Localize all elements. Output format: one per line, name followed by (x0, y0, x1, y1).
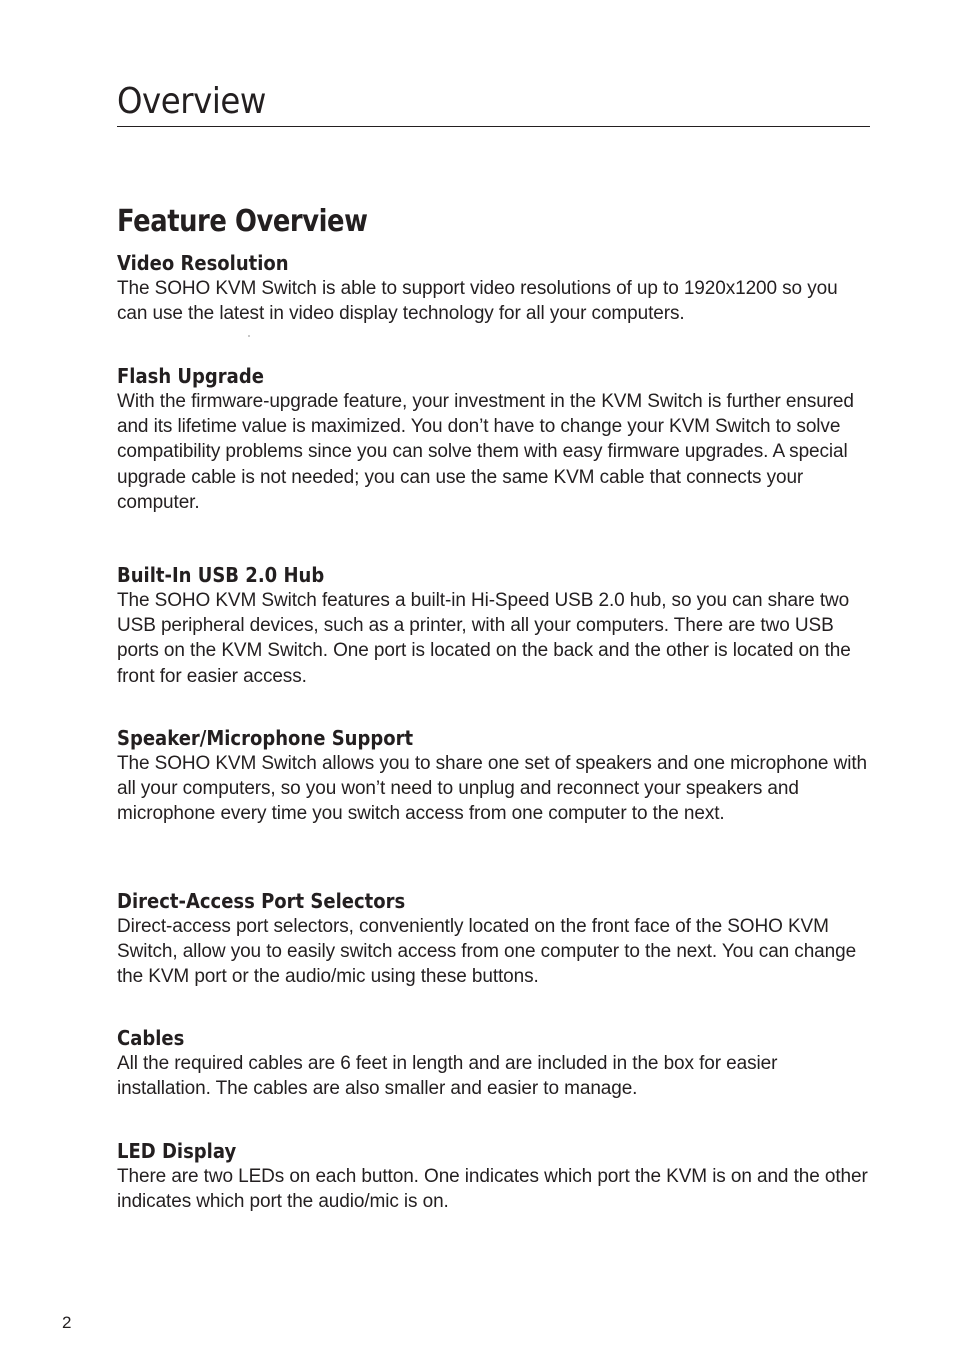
scan-speck (248, 335, 250, 337)
feature-speaker-microphone (117, 725, 877, 827)
feature-video-resolution (117, 250, 877, 326)
page-number: 2 (62, 1313, 72, 1332)
title-divider (117, 126, 870, 127)
feature-body: All the required cables are 6 feet in length and are included in the box for easier installation. The cables are also smaller and easier to manage. (117, 1053, 778, 1100)
page-title: Overview (117, 81, 266, 122)
feature-body: The SOHO KVM Switch features a built-in Hi-Speed USB 2.0 hub, so you can share two USB peripheral devices, such as a printer, with all your computers. There are two USB ports on the KVM Switch. One port is located on the back and the other is located on the front for easier access. (117, 590, 851, 687)
feature-heading: Video Resolution (117, 251, 289, 275)
feature-body: The SOHO KVM Switch is able to support video resolutions of up to 1920x1200 so you can use the latest in video display technology for all your computers. (117, 278, 838, 325)
feature-body: The SOHO KVM Switch allows you to share one set of speakers and one microphone with all your computers, so you won’t need to unplug and reconnect your speakers and microphone every time you switch access from one computer to the next. (117, 753, 867, 825)
feature-heading: Direct-Access Port Selectors (117, 889, 406, 913)
feature-body: With the firmware-upgrade feature, your investment in the KVM Switch is further ensured and its lifetime value is maximized. You don’t have to change your KVM Switch to solve compatibility problems since you can solve them with easy firmware upgrades. A special upgrade cable is not needed; you can use the same KVM cable that connects your computer. (117, 391, 854, 513)
feature-heading: Flash Upgrade (117, 364, 264, 388)
feature-body: Direct-access port selectors, conveniently located on the front face of the SOHO KVM Switch, allow you to easily switch access from one computer to the next. You can change the KVM port or the audio/mic using these buttons. (117, 916, 857, 988)
feature-heading: LED Display (117, 1139, 237, 1163)
feature-heading: Cables (117, 1026, 185, 1050)
feature-heading: Built-In USB 2.0 Hub (117, 563, 325, 587)
feature-heading: Speaker/Microphone Support (117, 726, 414, 750)
feature-port-selectors (117, 888, 877, 990)
feature-led-display (117, 1138, 877, 1214)
feature-usb-hub (117, 562, 877, 689)
feature-cables (117, 1025, 877, 1101)
section-title: Feature Overview (117, 204, 368, 239)
feature-flash-upgrade (117, 363, 877, 515)
feature-body: There are two LEDs on each button. One indicates which port the KVM is on and the other indicates which port the audio/mic is on. (117, 1166, 868, 1213)
